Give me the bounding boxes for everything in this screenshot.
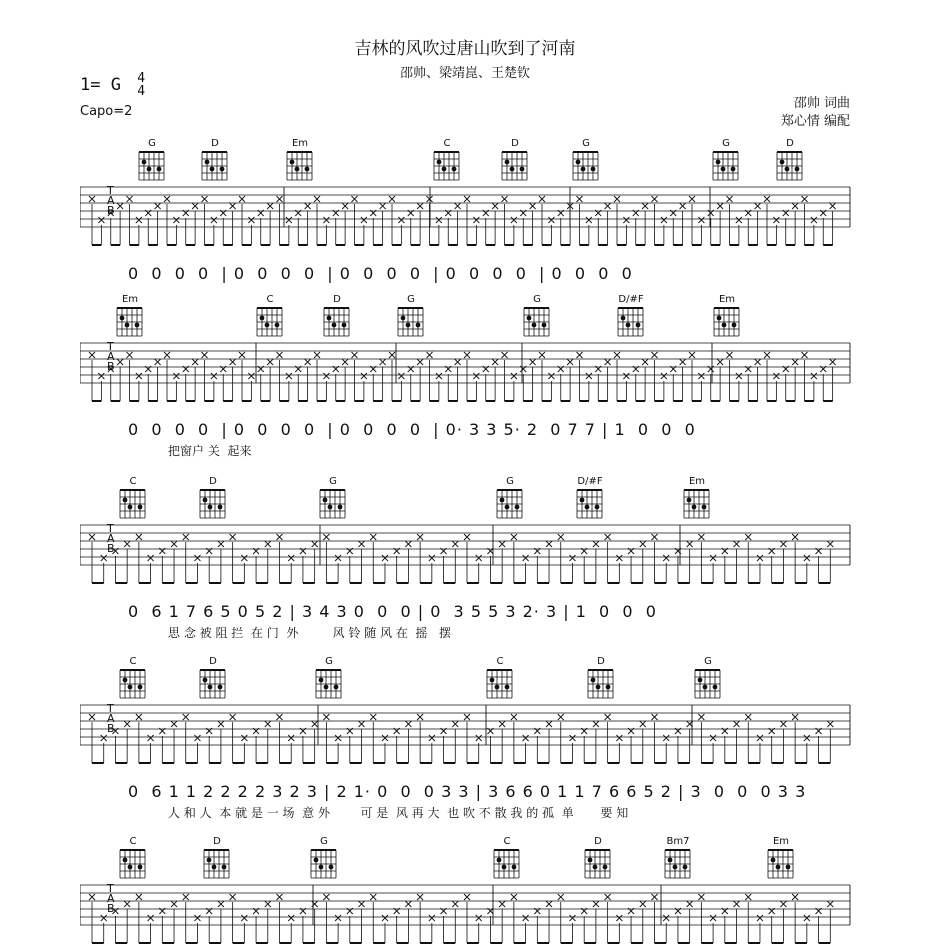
- chord-diagram: [193, 656, 233, 701]
- chord-diagram: [317, 294, 357, 339]
- chord-name: G: [722, 138, 730, 149]
- tab-clef-letter: A: [107, 350, 115, 363]
- lyrics-row: 把窗户 关 起来: [168, 444, 252, 458]
- chord-grid-icon: [773, 149, 807, 183]
- tab-clef-letter: B: [107, 204, 115, 217]
- chord-name: D: [597, 656, 605, 667]
- chord-name: Em: [718, 294, 736, 305]
- chord-grid-icon: [661, 847, 695, 881]
- jianpu-row: 0 0 0 0 | 0 0 0 0 | 0 0 0 0 | 0· 3 3 5· 2 0 7 7 | 1 0 0 0: [128, 420, 696, 439]
- chord-grid-icon: [490, 847, 524, 881]
- chord-name: G: [533, 294, 541, 305]
- tab-staff: [80, 703, 852, 765]
- lyrics-row: 人 和 人 本 就 是 一 场 意 外 可 是 风 再 大 也 吹 不 散 我 的 孤 单 要 知: [168, 806, 629, 820]
- chord-diagram: [280, 138, 320, 183]
- chord-grid-icon: [764, 847, 798, 881]
- tab-clef-letter: A: [107, 892, 115, 905]
- chord-diagram: [706, 138, 746, 183]
- chord-grid-icon: [116, 667, 150, 701]
- chord-grid-icon: [312, 667, 346, 701]
- chord-diagram: [391, 294, 431, 339]
- chord-diagram: [611, 294, 651, 339]
- chord-diagram: [197, 836, 237, 881]
- chord-name: C: [266, 294, 274, 305]
- chord-diagram: [570, 476, 610, 521]
- chord-diagram: [566, 138, 606, 183]
- credit-lyrics: 邵帅 词曲: [793, 96, 850, 111]
- chord-name: G: [582, 138, 590, 149]
- tab-staff: [80, 883, 852, 945]
- chord-diagram: [480, 656, 520, 701]
- credit-arrange: 郑心情 编配: [780, 114, 850, 129]
- tab-staff: [80, 185, 852, 247]
- chord-diagram: [707, 294, 747, 339]
- song-artists: 邵帅、梁靖崑、王楚钦: [399, 66, 530, 81]
- chord-grid-icon: [584, 667, 618, 701]
- tab-clef-letter: T: [107, 882, 114, 895]
- chord-diagram: [487, 836, 527, 881]
- chord-diagram: [761, 836, 801, 881]
- tab-staff: [80, 523, 852, 585]
- time-top: 4: [137, 71, 146, 86]
- chord-grid-icon: [493, 487, 527, 521]
- chord-diagram: [113, 836, 153, 881]
- chord-grid-icon: [691, 667, 725, 701]
- chord-diagram: [658, 836, 698, 881]
- chord-diagram: [195, 138, 235, 183]
- tab-clef-letter: B: [107, 722, 115, 735]
- chord-name: Em: [121, 294, 139, 305]
- tab-clef-letter: A: [107, 194, 115, 207]
- chord-diagram: [427, 138, 467, 183]
- tab-clef-letter: T: [107, 522, 114, 535]
- tab-clef-letter: B: [107, 542, 115, 555]
- chord-diagram: [110, 294, 150, 339]
- chord-name: G: [320, 836, 328, 847]
- chord-grid-icon: [135, 149, 169, 183]
- tab-clef-letter: A: [107, 712, 115, 725]
- chord-name: C: [129, 476, 137, 487]
- tab-clef-letter: T: [107, 340, 114, 353]
- chord-name: D: [511, 138, 519, 149]
- chord-diagram: [677, 476, 717, 521]
- chord-diagram: [517, 294, 557, 339]
- chord-name: D: [333, 294, 341, 305]
- chord-grid-icon: [680, 487, 714, 521]
- chord-grid-icon: [483, 667, 517, 701]
- jianpu-row: 0 6 1 7 6 5 0 5 2 | 3 4 3 0 0 0 | 0 3 5 5 3 2· 3 | 1 0 0 0: [128, 602, 657, 621]
- chord-name: G: [506, 476, 514, 487]
- chord-grid-icon: [316, 487, 350, 521]
- chord-diagram: [313, 476, 353, 521]
- chord-diagram: [113, 476, 153, 521]
- chord-diagram: [132, 138, 172, 183]
- chord-grid-icon: [709, 149, 743, 183]
- chord-diagram: [193, 476, 233, 521]
- chord-grid-icon: [198, 149, 232, 183]
- key-signature: [80, 72, 145, 98]
- song-title: 吉林的风吹过唐山吹到了河南: [354, 39, 576, 59]
- chord-grid-icon: [116, 847, 150, 881]
- chord-grid-icon: [116, 487, 150, 521]
- chord-grid-icon: [581, 847, 615, 881]
- chord-name: C: [129, 656, 137, 667]
- chord-name: Em: [688, 476, 706, 487]
- chord-diagram: [581, 656, 621, 701]
- tab-clef-letter: T: [107, 184, 114, 197]
- capo-label: Capo=2: [80, 104, 133, 119]
- chord-grid-icon: [520, 305, 554, 339]
- chord-grid-icon: [200, 847, 234, 881]
- chord-grid-icon: [614, 305, 648, 339]
- chord-grid-icon: [253, 305, 287, 339]
- chord-diagram: [495, 138, 535, 183]
- chord-name: C: [129, 836, 137, 847]
- lyrics-row: 思 念 被 阻 拦 在 门 外 风 铃 随 风 在 摇 摆: [168, 626, 451, 640]
- chord-grid-icon: [394, 305, 428, 339]
- jianpu-row: 0 0 0 0 | 0 0 0 0 | 0 0 0 0 | 0 0 0 0 | 0 0 0 0: [128, 264, 633, 283]
- chord-name: D: [209, 656, 217, 667]
- chord-grid-icon: [113, 305, 147, 339]
- chord-name: G: [407, 294, 415, 305]
- chord-grid-icon: [430, 149, 464, 183]
- tab-clef-letter: A: [107, 532, 115, 545]
- time-signature: [137, 72, 145, 98]
- chord-diagram: [309, 656, 349, 701]
- chord-grid-icon: [196, 487, 230, 521]
- chord-name: C: [443, 138, 451, 149]
- tab-clef-letter: T: [107, 702, 114, 715]
- chord-name: Em: [772, 836, 790, 847]
- chord-grid-icon: [196, 667, 230, 701]
- chord-grid-icon: [573, 487, 607, 521]
- tab-clef-letter: B: [107, 360, 115, 373]
- chord-grid-icon: [283, 149, 317, 183]
- chord-diagram: [113, 656, 153, 701]
- chord-diagram: [578, 836, 618, 881]
- chord-name: G: [329, 476, 337, 487]
- chord-name: D: [213, 836, 221, 847]
- key-label: 1= G: [80, 75, 121, 95]
- tab-staff: [80, 341, 852, 403]
- time-bottom: 4: [137, 84, 146, 99]
- chord-diagram: [770, 138, 810, 183]
- jianpu-row: 0 6 1 1 2 2 2 2 3 2 3 | 2 1· 0 0 0 3 3 | 3 6 6 0 1 1 7 6 6 5 2 | 3 0 0 0 3 3: [128, 782, 807, 801]
- chord-name: C: [496, 656, 504, 667]
- chord-name: Em: [291, 138, 309, 149]
- chord-grid-icon: [498, 149, 532, 183]
- chord-name: D/#F: [577, 476, 603, 487]
- chord-name: G: [325, 656, 333, 667]
- tab-clef-letter: B: [107, 902, 115, 915]
- chord-name: C: [503, 836, 511, 847]
- chord-name: D/#F: [618, 294, 644, 305]
- chord-name: G: [704, 656, 712, 667]
- chord-name: D: [786, 138, 794, 149]
- chord-name: D: [211, 138, 219, 149]
- chord-name: Bm7: [666, 836, 690, 847]
- chord-diagram: [490, 476, 530, 521]
- chord-grid-icon: [569, 149, 603, 183]
- chord-grid-icon: [710, 305, 744, 339]
- chord-grid-icon: [320, 305, 354, 339]
- chord-name: G: [148, 138, 156, 149]
- chord-diagram: [688, 656, 728, 701]
- chord-diagram: [304, 836, 344, 881]
- chord-diagram: [250, 294, 290, 339]
- chord-name: D: [209, 476, 217, 487]
- chord-name: D: [594, 836, 602, 847]
- chord-grid-icon: [307, 847, 341, 881]
